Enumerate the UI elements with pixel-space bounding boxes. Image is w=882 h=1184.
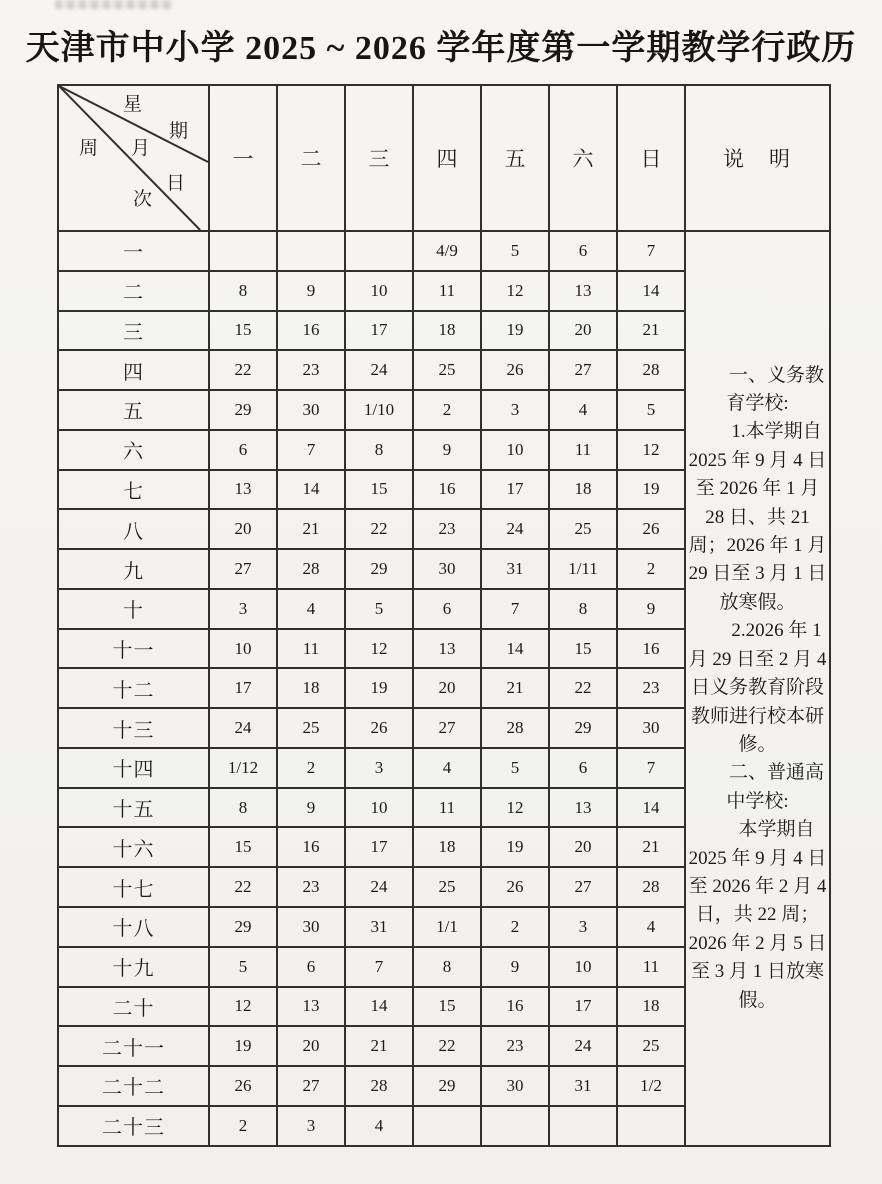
date-cell: 28 [617,867,685,907]
date-cell: 18 [413,827,481,867]
date-cell: 3 [549,907,617,947]
date-cell: 2 [617,549,685,589]
week-number-cell: 十六 [58,827,209,867]
week-number-cell: 二十三 [58,1106,209,1146]
date-cell: 11 [277,629,345,669]
date-cell: 22 [209,867,277,907]
date-cell: 21 [345,1026,413,1066]
date-cell: 11 [413,271,481,311]
day-header-mon: 一 [209,85,277,231]
date-cell: 23 [617,668,685,708]
date-cell: 3 [481,390,549,430]
date-cell: 11 [549,430,617,470]
date-cell: 31 [549,1066,617,1106]
week-number-cell: 二 [58,271,209,311]
week-number-cell: 三 [58,311,209,351]
corner-label-date-1: 月 [131,138,151,159]
notes-paragraph: 一、义务教育学校: [726,364,824,415]
date-cell: 20 [209,509,277,549]
date-cell: 18 [549,470,617,510]
date-cell: 14 [277,470,345,510]
date-cell: 14 [345,987,413,1027]
date-cell: 25 [277,708,345,748]
notes-paragraph: 2.2026 年 1 月 29 日至 2 月 4 日义务教育阶段教师进行校本研修。 [688,620,827,755]
date-cell: 4 [277,589,345,629]
date-cell [345,231,413,271]
date-cell: 8 [345,430,413,470]
date-cell: 10 [345,788,413,828]
date-cell: 28 [481,708,549,748]
date-cell: 31 [481,549,549,589]
week-number-cell: 二十二 [58,1066,209,1106]
date-cell: 19 [617,470,685,510]
week-number-cell: 八 [58,509,209,549]
date-cell: 3 [277,1106,345,1146]
date-cell: 20 [549,827,617,867]
date-cell: 15 [345,470,413,510]
date-cell: 12 [481,788,549,828]
date-cell: 24 [345,350,413,390]
date-cell: 12 [617,430,685,470]
date-cell: 7 [345,947,413,987]
date-cell: 30 [277,390,345,430]
date-cell: 20 [277,1026,345,1066]
notes-paragraph: 1.本学期自 2025 年 9 月 4 日至 2026 年 1 月 28 日、共 21 周；2026 年 1 月 29 日至 3 月 1 日放寒假。 [688,421,827,613]
date-cell: 17 [481,470,549,510]
date-cell: 28 [345,1066,413,1106]
date-cell: 19 [345,668,413,708]
notes-header: 说 明 [685,85,830,231]
date-cell: 27 [277,1066,345,1106]
date-cell: 10 [345,271,413,311]
week-number-cell: 十七 [58,867,209,907]
date-cell: 26 [481,867,549,907]
date-cell: 25 [549,509,617,549]
date-cell: 25 [413,867,481,907]
date-cell: 24 [345,867,413,907]
date-cell: 9 [481,947,549,987]
date-cell: 29 [549,708,617,748]
date-cell: 14 [617,788,685,828]
date-cell: 1/1 [413,907,481,947]
week-number-cell: 十九 [58,947,209,987]
date-cell: 16 [277,827,345,867]
week-number-cell: 十一 [58,629,209,669]
date-cell: 16 [277,311,345,351]
date-cell: 26 [209,1066,277,1106]
date-cell: 28 [277,549,345,589]
date-cell [549,1106,617,1146]
date-cell: 31 [345,907,413,947]
notes-paragraph: 本学期自 2025 年 9 月 4 日至 2026 年 2 月 4 日，共 22 周；2026 年 2 月 5 日至 3 月 1 日放寒假。 [688,819,827,1011]
date-cell [481,1106,549,1146]
date-cell: 16 [617,629,685,669]
date-cell: 7 [617,748,685,788]
date-cell: 17 [345,827,413,867]
day-header-wed: 三 [345,85,413,231]
date-cell: 30 [617,708,685,748]
date-cell: 8 [549,589,617,629]
date-cell: 13 [277,987,345,1027]
date-cell: 4 [549,390,617,430]
date-cell: 28 [617,350,685,390]
date-cell: 25 [617,1026,685,1066]
week-number-cell: 十四 [58,748,209,788]
date-cell: 12 [481,271,549,311]
date-cell: 2 [277,748,345,788]
date-cell: 17 [549,987,617,1027]
date-cell: 7 [617,231,685,271]
date-cell [617,1106,685,1146]
date-cell: 22 [209,350,277,390]
date-cell: 20 [549,311,617,351]
date-cell: 13 [413,629,481,669]
week-number-cell: 十五 [58,788,209,828]
date-cell: 4 [345,1106,413,1146]
corner-header-cell [58,85,209,231]
date-cell: 29 [413,1066,481,1106]
date-cell: 27 [549,867,617,907]
date-cell: 21 [481,668,549,708]
date-cell: 22 [413,1026,481,1066]
date-cell: 23 [481,1026,549,1066]
week-number-cell: 十八 [58,907,209,947]
date-cell: 18 [617,987,685,1027]
corner-label-weekno-1: 周 [79,138,99,159]
date-cell: 1/11 [549,549,617,589]
date-cell: 7 [481,589,549,629]
date-cell: 24 [481,509,549,549]
date-cell: 22 [549,668,617,708]
week-number-cell: 五 [58,390,209,430]
date-cell: 23 [277,350,345,390]
date-cell: 9 [277,271,345,311]
date-cell: 19 [209,1026,277,1066]
day-header-thu: 四 [413,85,481,231]
date-cell: 10 [209,629,277,669]
date-cell: 30 [277,907,345,947]
date-cell: 1/10 [345,390,413,430]
date-cell: 4 [617,907,685,947]
date-cell: 30 [481,1066,549,1106]
date-cell: 21 [617,827,685,867]
date-cell: 24 [549,1026,617,1066]
date-cell: 11 [413,788,481,828]
date-cell: 1/12 [209,748,277,788]
week-number-cell: 七 [58,470,209,510]
date-cell [277,231,345,271]
date-cell: 5 [481,231,549,271]
date-cell: 10 [549,947,617,987]
date-cell: 18 [277,668,345,708]
week-number-cell: 十三 [58,708,209,748]
date-cell: 19 [481,311,549,351]
date-cell: 27 [413,708,481,748]
date-cell: 2 [209,1106,277,1146]
calendar-body [58,231,830,1146]
date-cell: 12 [209,987,277,1027]
date-cell: 13 [209,470,277,510]
date-cell: 7 [277,430,345,470]
date-cell: 15 [549,629,617,669]
date-cell: 18 [413,311,481,351]
day-header-sat: 六 [549,85,617,231]
corner-label-weekday-2: 期 [169,121,189,142]
notes-paragraph: 二、普通高中学校: [726,762,824,812]
date-cell: 2 [481,907,549,947]
date-cell: 6 [549,748,617,788]
date-cell: 19 [481,827,549,867]
week-number-cell: 六 [58,430,209,470]
day-header-tue: 二 [277,85,345,231]
date-cell: 2 [413,390,481,430]
date-cell: 26 [345,708,413,748]
date-cell: 13 [549,788,617,828]
page-title: 天津市中小学 2025 ~ 2026 学年度第一学期教学行政历 [25,30,857,67]
date-cell: 4 [413,748,481,788]
cropped-text-fragment [55,0,173,9]
date-cell: 14 [481,629,549,669]
corner-label-weekno-2: 次 [133,189,153,210]
date-cell: 20 [413,668,481,708]
date-cell [413,1106,481,1146]
day-header-sun: 日 [617,85,685,231]
date-cell: 27 [209,549,277,589]
date-cell: 5 [345,589,413,629]
date-cell: 5 [481,748,549,788]
date-cell: 29 [209,907,277,947]
date-cell: 21 [277,509,345,549]
date-cell: 9 [617,589,685,629]
header-row [58,85,830,231]
week-number-cell: 十 [58,589,209,629]
date-cell: 17 [209,668,277,708]
date-cell: 16 [481,987,549,1027]
week-number-cell: 一 [58,231,209,271]
date-cell: 26 [617,509,685,549]
date-cell: 8 [413,947,481,987]
date-cell: 4/9 [413,231,481,271]
date-cell: 3 [345,748,413,788]
date-cell: 1/2 [617,1066,685,1106]
date-cell: 12 [345,629,413,669]
date-cell: 16 [413,470,481,510]
date-cell: 26 [481,350,549,390]
week-number-cell: 九 [58,549,209,589]
date-cell: 9 [413,430,481,470]
date-cell: 6 [549,231,617,271]
corner-label-weekday-1: 星 [123,94,143,115]
date-cell: 25 [413,350,481,390]
table-row [58,231,830,271]
date-cell: 5 [617,390,685,430]
date-cell: 15 [209,827,277,867]
date-cell: 23 [277,867,345,907]
week-number-cell: 十二 [58,668,209,708]
date-cell: 6 [277,947,345,987]
date-cell [209,231,277,271]
date-cell: 30 [413,549,481,589]
date-cell: 8 [209,271,277,311]
date-cell: 11 [617,947,685,987]
date-cell: 15 [413,987,481,1027]
week-number-cell: 四 [58,350,209,390]
week-number-cell: 二十 [58,987,209,1027]
day-header-fri: 五 [481,85,549,231]
date-cell: 9 [277,788,345,828]
date-cell: 5 [209,947,277,987]
date-cell: 23 [413,509,481,549]
date-cell: 29 [209,390,277,430]
date-cell: 8 [209,788,277,828]
date-cell: 6 [209,430,277,470]
corner-label-date-2: 日 [166,173,186,194]
date-cell: 22 [345,509,413,549]
date-cell: 13 [549,271,617,311]
calendar-table [57,84,831,1147]
date-cell: 29 [345,549,413,589]
date-cell: 24 [209,708,277,748]
notes-cell [685,231,830,1146]
date-cell: 10 [481,430,549,470]
date-cell: 17 [345,311,413,351]
date-cell: 14 [617,271,685,311]
week-number-cell: 二十一 [58,1026,209,1066]
date-cell: 15 [209,311,277,351]
date-cell: 6 [413,589,481,629]
date-cell: 21 [617,311,685,351]
date-cell: 27 [549,350,617,390]
date-cell: 3 [209,589,277,629]
